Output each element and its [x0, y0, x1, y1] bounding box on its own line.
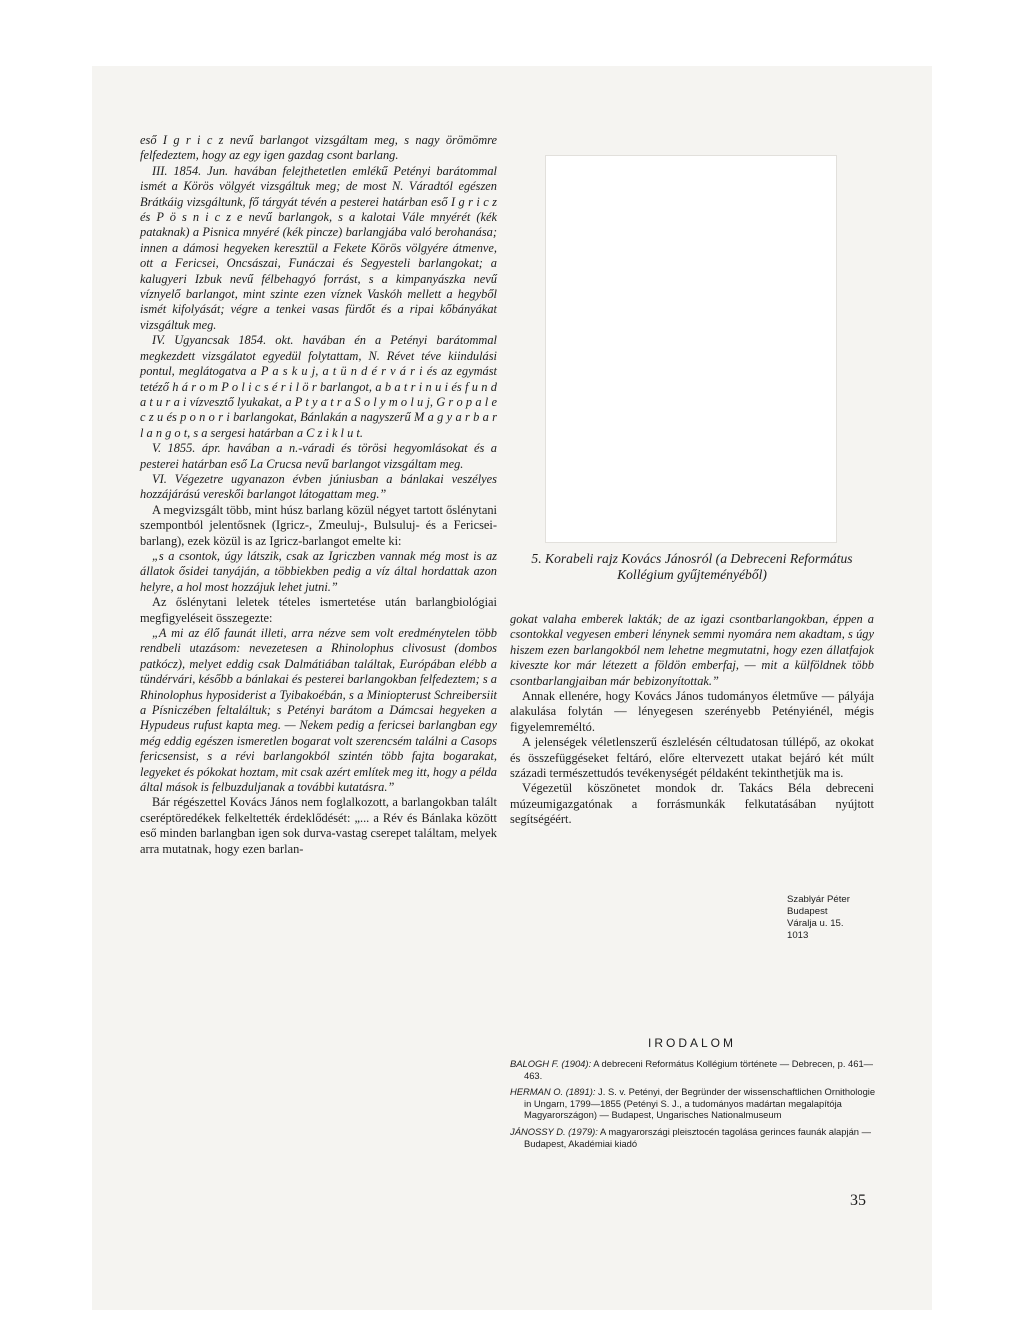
- quote-paragraph: „s a csontok, úgy látszik, csak az Igriczben vannak még most is az állatok ősidei tanyáján, a többiekben pedig a víz által hordattak azon helyre, a hol most hozzájuk lehet jutni.”: [140, 548, 497, 594]
- reference-item: [510, 1126, 880, 1149]
- paragraph: III. 1854. Jun. havában felejthetetlen emlékű Petényi barátommal ismét a Körös völgyét vizsgáltuk meg; de most N. Váradtól egészen Brátkáig vizsgáltunk, fő tárgyát tévén a pesterei határban eső I g r i c z és P ö s n i c z e nevű barlangok, s a kalotai Vále mnyérét (kék pataknak) a Pisnica mnyéré (kék pincze) barlangjába való berohanása; innen a dámosi hegyeken keresztül a Fekete Körös völgyére átmenve, ott a Fericsei, Oncsászai, Funáczai és Segyesteli barlangokat; a kalugyeri Izbuk nevű félbehagyó forrást, s a kimpanyászka nevű víznyelő barlangot, mint szinte ezen víznek Vaskóh mellett a hegyből ismét kifolyását; végre a tenkei vasas fürdőt és a ripai kőbányákat vizsgáltuk meg.: [140, 163, 497, 332]
- right-text-column: [510, 612, 874, 828]
- references-title: IRODALOM: [647, 1036, 736, 1050]
- quote-paragraph: gokat valaha emberek lakták; de az igazi csontbarlangokban, éppen a csontokkal vegyesen emberi lénynek semmi nyomára nem akadtam, s úgy hiszem ezen barlangokból nem lehetne megmutatni, hogy ezen állatfajok kiveszte kor már létezett a földön emberfaj, — mit a külföldnek több csontbarlangjaiban már bebizonyítottak.”: [510, 612, 874, 688]
- paragraph: Annak ellenére, hogy Kovács János tudományos életműve — pályája alakulása folytán — lényegesen szerényebb Petényiénél, mégis figyelemreméltó.: [510, 689, 874, 734]
- page-number: 35: [850, 1192, 866, 1209]
- reference-author: JÁNOSSY D. (1979):: [510, 1125, 598, 1137]
- paragraph: VI. Végezetre ugyanazon évben júniusban a bánlakai veszélyes hozzájárású vereskői barlangot látogattam meg.”: [140, 471, 497, 502]
- paragraph: IV. Ugyancsak 1854. okt. havában én a Petényi barátommal megkezdett vizsgálatot egyedül folytattam, N. Révet téve kiindulási pontul, meglátogatva a P a s k u j, a t ü n d é r v á r i és az egymást tetéző h á r o m P o l i c s é r i l ö r barlangot, a b a t r i n u i és f u n d a t u r a i vízvesztő lyukakat, a P t y a t r a S o l y m o l u j, G r o p a l e c z u és p o n o r i barlangokat, Bánlakán a nagyszerű M a g y a r b a r l a n g o t, s a sergesi határban a C z i k l u t.: [140, 333, 497, 440]
- author-name: Szablyár Péter: [787, 894, 850, 905]
- author-address: [787, 894, 897, 942]
- reference-author: BALOGH F. (1904):: [510, 1058, 592, 1069]
- paragraph: V. 1855. ápr. havában a n.-váradi és törösi hegyomlásokat és a pesterei határban eső La Crucsa nevű barlangot vizsgáltam meg.: [140, 441, 497, 471]
- references-list: [510, 1058, 880, 1154]
- paragraph: Az őslénytani leletek tételes ismertetése után barlangbiológiai megfigyeléseit összegezte:: [140, 595, 497, 625]
- reference-text: J. S. v. Petényi, der Begründer der wissenschaftlichen Ornithologie in Ungarn, 1799—1855 (Petényi S. J., a tudományos madártan megalapítója Magyarországon) — Budapest, Ungarisches Nationalmuseum: [524, 1086, 876, 1121]
- reference-author: HERMAN O. (1891):: [510, 1086, 596, 1098]
- figure-caption: 5. Korabeli rajz Kovács Jánosról (a Debreceni Református Kollégium gyűjteményéből): [531, 551, 853, 582]
- reference-item: [510, 1086, 880, 1121]
- reference-text: A debreceni Református Kollégium története — Debrecen, p. 461—463.: [524, 1058, 874, 1081]
- figure-image-placeholder: [545, 155, 837, 543]
- address-zip: 1013: [787, 930, 809, 941]
- paragraph: A jelenségek véletlenszerű észlelésén céltudatosan túllépő, az okokat és összefüggéseket feltáró, előre eltervezett utakat bejáró két múlt századi természettudós tevékenységét példaként tekinthetjük ma is.: [510, 735, 874, 781]
- paragraph: A megvizsgált több, mint húsz barlang közül négyet tartott őslénytani szempontból jelentősnek (Igricz-, Zmeuluj-, Bulsuluj- és a Fericsei-barlang), ezek közül is az Igricz-barlangot emelte ki:: [140, 502, 497, 548]
- paragraph: Végezetül köszönetet mondok dr. Takács Béla debreceni múzeumigazgatónak a forrásmunkák felkutatásában nyújtott segítségéért.: [510, 781, 874, 827]
- reference-item: [510, 1058, 880, 1081]
- paragraph: eső I g r i c z nevű barlangot vizsgáltam meg, s nagy örömömre felfedeztem, hogy az egy igen gazdag csont barlang.: [140, 133, 497, 163]
- paragraph: Bár régészettel Kovács János nem foglalkozott, a barlangokban talált cseréptöredékek felkeltették érdeklődését: „... a Rév és Bánlaka között eső minden barlangban igen sok durva-vastag cserepet találtam, melyek arra mutatnak, hogy ezen barlan-: [140, 795, 497, 856]
- quote-paragraph: „A mi az élő faunát illeti, arra nézve sem volt eredménytelen több rendbeli utazásom: nevezetesen a Rhinolophus clivosust (dombos patkócz), melyet eddig csak Dalmátiában találtak, Európában elébb a tündérvári, később a bánlakai és pesterei barlangokban felfedeztem; s a Rhinolophus hyposiderist a Tyibakoébán, s a Miniopterust Schreibersiit a Písniczében feltaláltuk; s Petényi barátom a Dámcsai hegyeken a Hypudeus rufust kapta meg. — Nekem pedig a fericsei barlangban egy még eddig egészen ismeretlen bogarat volt szerencsém találni a Casops fericsensist, s a révi barlangokból szintén több fajta bogarakat, legyeket és pókokat hoztam, mit csak azért említek meg itt, hogy a példa által mások is felbuzduljanak a további kutatásra.”: [140, 626, 497, 795]
- left-text-column: [140, 133, 497, 857]
- reference-text: A magyarországi pleisztocén tagolása gerinces faunák alapján — Budapest, Akadémiai kiadó: [524, 1125, 871, 1149]
- address-city: Budapest: [787, 906, 828, 917]
- address-street: Váralja u. 15.: [787, 918, 844, 929]
